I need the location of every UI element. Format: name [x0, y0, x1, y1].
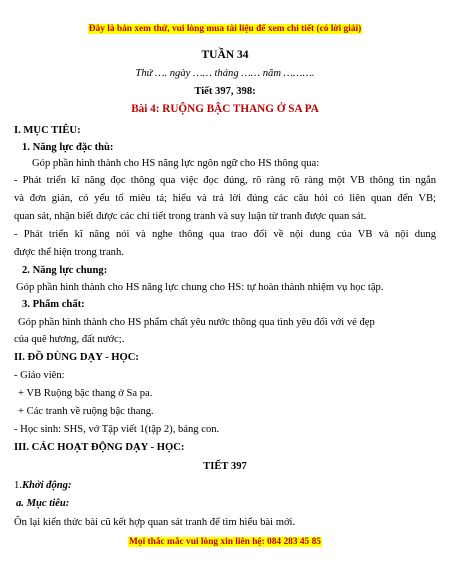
specific-competence-heading: 1. Năng lực đặc thù:	[22, 142, 114, 153]
speaking-skill-line-1: - Phát triển kĩ năng nói và nghe thông qua trao đổi về nội dung của VB và nội dung	[14, 229, 436, 240]
general-competence-heading: 2. Năng lực chung:	[22, 265, 108, 276]
materials-teacher: - Giáo viên:	[14, 370, 65, 381]
materials-teacher-item-1: + VB Ruộng bậc thang ở Sa pa.	[18, 388, 153, 399]
section-materials-heading: II. ĐỒ DÙNG DẠY - HỌC:	[14, 352, 139, 363]
qualities-heading: 3. Phẩm chất:	[22, 299, 85, 310]
preview-banner-top: Đây là bản xem thử, vui lòng mua tài liệu để xem chi tiết (có lời giải)	[88, 24, 362, 34]
warmup-objective-heading: a. Mục tiêu:	[16, 498, 70, 509]
specific-competence-intro: Góp phần hình thành cho HS năng lực ngôn ngữ cho HS thông qua:	[32, 158, 320, 169]
qualities-line-1: Góp phần hình thành cho HS phẩm chất yêu nước thông qua tình yêu đối với vẻ đẹp	[18, 317, 375, 328]
warmup-objective-text: Ôn lại kiến thức bài cũ kết hợp quan sát tranh để tìm hiểu bài mới.	[14, 517, 296, 528]
reading-skill-line-1: - Phát triển kĩ năng đọc thông qua việc đọc đúng, rõ ràng rõ ràng một VB thông tin ngắn	[14, 175, 436, 186]
contact-banner-bottom: Mọi thắc mắc vui lòng xin liên hệ: 084 283 45 85	[129, 537, 321, 547]
materials-student: - Học sinh: SHS, vở Tập viết 1(tập 2), bảng con.	[14, 424, 220, 435]
materials-teacher-item-2: + Các tranh về ruộng bậc thang.	[18, 406, 154, 417]
lesson-title: Bài 4: RUỘNG BẬC THANG Ở SA PA	[131, 103, 319, 115]
section-activities-heading: III. CÁC HOẠT ĐỘNG DẠY - HỌC:	[14, 442, 185, 453]
speaking-skill-line-2: được thể hiện trong tranh.	[14, 247, 124, 258]
qualities-line-2: của quê hương, đất nước;.	[14, 334, 125, 345]
reading-skill-line-2: và đơn giản, có yếu tố miêu tả; hiểu và trả lời đúng các câu hỏi có liên quan đến VB;	[14, 193, 436, 204]
activities-period: TIẾT 397	[203, 461, 247, 472]
warmup-heading: 1.Khởi động:	[14, 480, 72, 491]
section-objectives-heading: I. MỤC TIÊU:	[14, 125, 81, 136]
general-competence-text: Góp phần hình thành cho HS năng lực chung cho HS: tự hoàn thành nhiệm vụ học tập.	[16, 282, 384, 293]
week-heading: TUẦN 34	[201, 49, 249, 61]
reading-skill-line-3: quan sát, nhận biết được các chi tiết trong tranh và suy luận từ tranh được quan sát.	[14, 211, 367, 222]
date-line: Thứ …. ngày …… tháng …… năm ……….	[135, 68, 315, 79]
period-line: Tiết 397, 398:	[194, 86, 256, 97]
